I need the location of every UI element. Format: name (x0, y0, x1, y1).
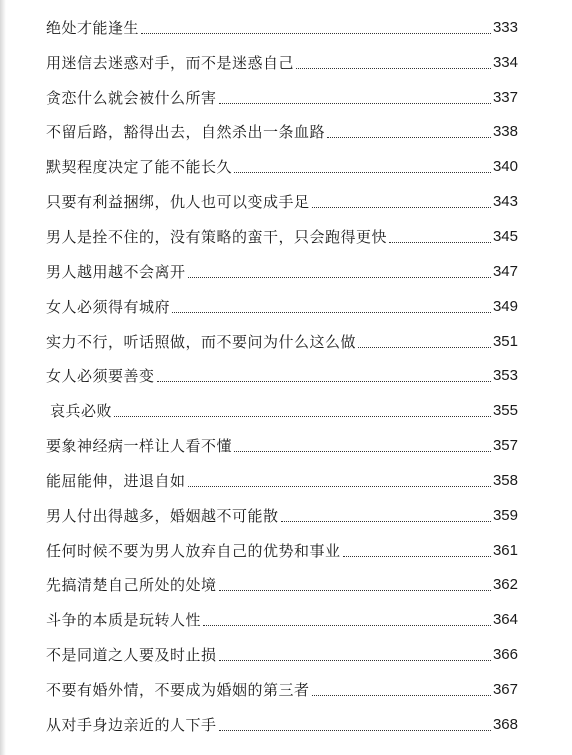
toc-entry[interactable] (46, 219, 518, 254)
toc-entry-title: 从对手身边亲近的人下手 (46, 715, 217, 734)
toc-entry[interactable] (46, 254, 518, 289)
toc-entry-title: 女人必须要善变 (46, 367, 155, 386)
toc-leader-dots (203, 625, 491, 626)
toc-entry-title: 绝处才能逢生 (46, 18, 140, 37)
toc-entry-title: 先搞清楚自己所处的处境 (46, 576, 217, 595)
toc-entry[interactable] (46, 289, 518, 324)
toc-entry[interactable] (46, 10, 518, 45)
toc-leader-dots (312, 695, 491, 696)
toc-entry[interactable] (46, 324, 518, 359)
table-of-contents (46, 10, 518, 742)
toc-entry-title: 不要有婚外情，不要成为婚姻的第三者 (46, 680, 310, 699)
toc-entry-page: 351 (492, 332, 518, 350)
toc-entry-title: 不是同道之人要及时止损 (46, 646, 217, 665)
toc-leader-dots (141, 33, 491, 34)
toc-leader-dots (219, 103, 491, 104)
toc-leader-dots (234, 172, 491, 173)
toc-entry[interactable] (46, 115, 518, 150)
toc-entry[interactable] (46, 707, 518, 742)
toc-entry-page: 358 (492, 471, 518, 489)
toc-leader-dots (219, 590, 491, 591)
toc-entry[interactable] (46, 463, 518, 498)
toc-entry-page: 337 (492, 88, 518, 106)
toc-entry-title: 男人是拴不住的，没有策略的蛮干，只会跑得更快 (46, 227, 388, 246)
toc-entry-title: 女人必须得有城府 (46, 297, 171, 316)
toc-entry-title: 只要有利益捆绑，仇人也可以变成手足 (46, 193, 310, 212)
toc-entry-page: 359 (492, 506, 518, 524)
toc-entry-page: 367 (492, 680, 518, 698)
toc-entry-page: 347 (492, 262, 518, 280)
toc-entry[interactable] (46, 393, 518, 428)
toc-entry-title: 哀兵必败 (50, 402, 113, 421)
toc-entry[interactable] (46, 149, 518, 184)
toc-entry-page: 353 (492, 367, 518, 385)
toc-entry[interactable] (46, 533, 518, 568)
toc-leader-dots (234, 451, 491, 452)
toc-entry[interactable] (46, 498, 518, 533)
toc-leader-dots (389, 242, 491, 243)
toc-entry[interactable] (46, 184, 518, 219)
toc-entry-page: 334 (492, 53, 518, 71)
toc-entry-title: 能屈能伸，进退自如 (46, 471, 186, 490)
toc-entry-page: 345 (492, 227, 518, 245)
toc-leader-dots (312, 207, 491, 208)
toc-entry-title: 男人越用越不会离开 (46, 262, 186, 281)
toc-entry-title: 默契程度决定了能不能长久 (46, 158, 233, 177)
toc-entry-page: 362 (492, 576, 518, 594)
toc-entry[interactable] (46, 80, 518, 115)
toc-entry-page: 349 (492, 297, 518, 315)
toc-leader-dots (188, 486, 491, 487)
toc-leader-dots (358, 347, 491, 348)
toc-entry-page: 338 (492, 123, 518, 141)
toc-leader-dots (172, 312, 491, 313)
toc-entry-title: 用迷信去迷惑对手，而不是迷惑自己 (46, 53, 295, 72)
toc-leader-dots (157, 381, 491, 382)
toc-entry-page: 366 (492, 646, 518, 664)
toc-leader-dots (219, 730, 491, 731)
toc-entry-title: 实力不行，听话照做，而不要问为什么这么做 (46, 332, 357, 351)
toc-entry-title: 斗争的本质是玩转人性 (46, 611, 202, 630)
toc-entry[interactable] (46, 672, 518, 707)
toc-entry-page: 333 (492, 18, 518, 36)
toc-leader-dots (114, 416, 491, 417)
toc-entry-page: 361 (492, 541, 518, 559)
toc-entry-title: 不留后路，豁得出去，自然杀出一条血路 (46, 123, 326, 142)
toc-entry[interactable] (46, 45, 518, 80)
toc-leader-dots (188, 277, 491, 278)
toc-entry-page: 355 (492, 402, 518, 420)
toc-leader-dots (327, 137, 491, 138)
toc-leader-dots (296, 68, 491, 69)
toc-entry-page: 364 (492, 611, 518, 629)
toc-entry-page: 343 (492, 193, 518, 211)
toc-leader-dots (281, 521, 491, 522)
toc-entry-title: 要象神经病一样让人看不懂 (46, 437, 233, 456)
toc-entry-title: 贪恋什么就会被什么所害 (46, 88, 217, 107)
toc-entry-page: 340 (492, 158, 518, 176)
toc-entry[interactable] (46, 602, 518, 637)
toc-entry[interactable] (46, 358, 518, 393)
page-edge-shadow (0, 0, 6, 755)
toc-leader-dots (343, 556, 491, 557)
toc-entry[interactable] (46, 428, 518, 463)
toc-entry-page: 368 (492, 715, 518, 733)
toc-entry[interactable] (46, 568, 518, 603)
toc-leader-dots (219, 660, 491, 661)
toc-entry-title: 任何时候不要为男人放弃自己的优势和事业 (46, 541, 341, 560)
toc-entry-page: 357 (492, 437, 518, 455)
toc-entry-title: 男人付出得越多，婚姻越不可能散 (46, 506, 279, 525)
toc-entry[interactable] (46, 637, 518, 672)
